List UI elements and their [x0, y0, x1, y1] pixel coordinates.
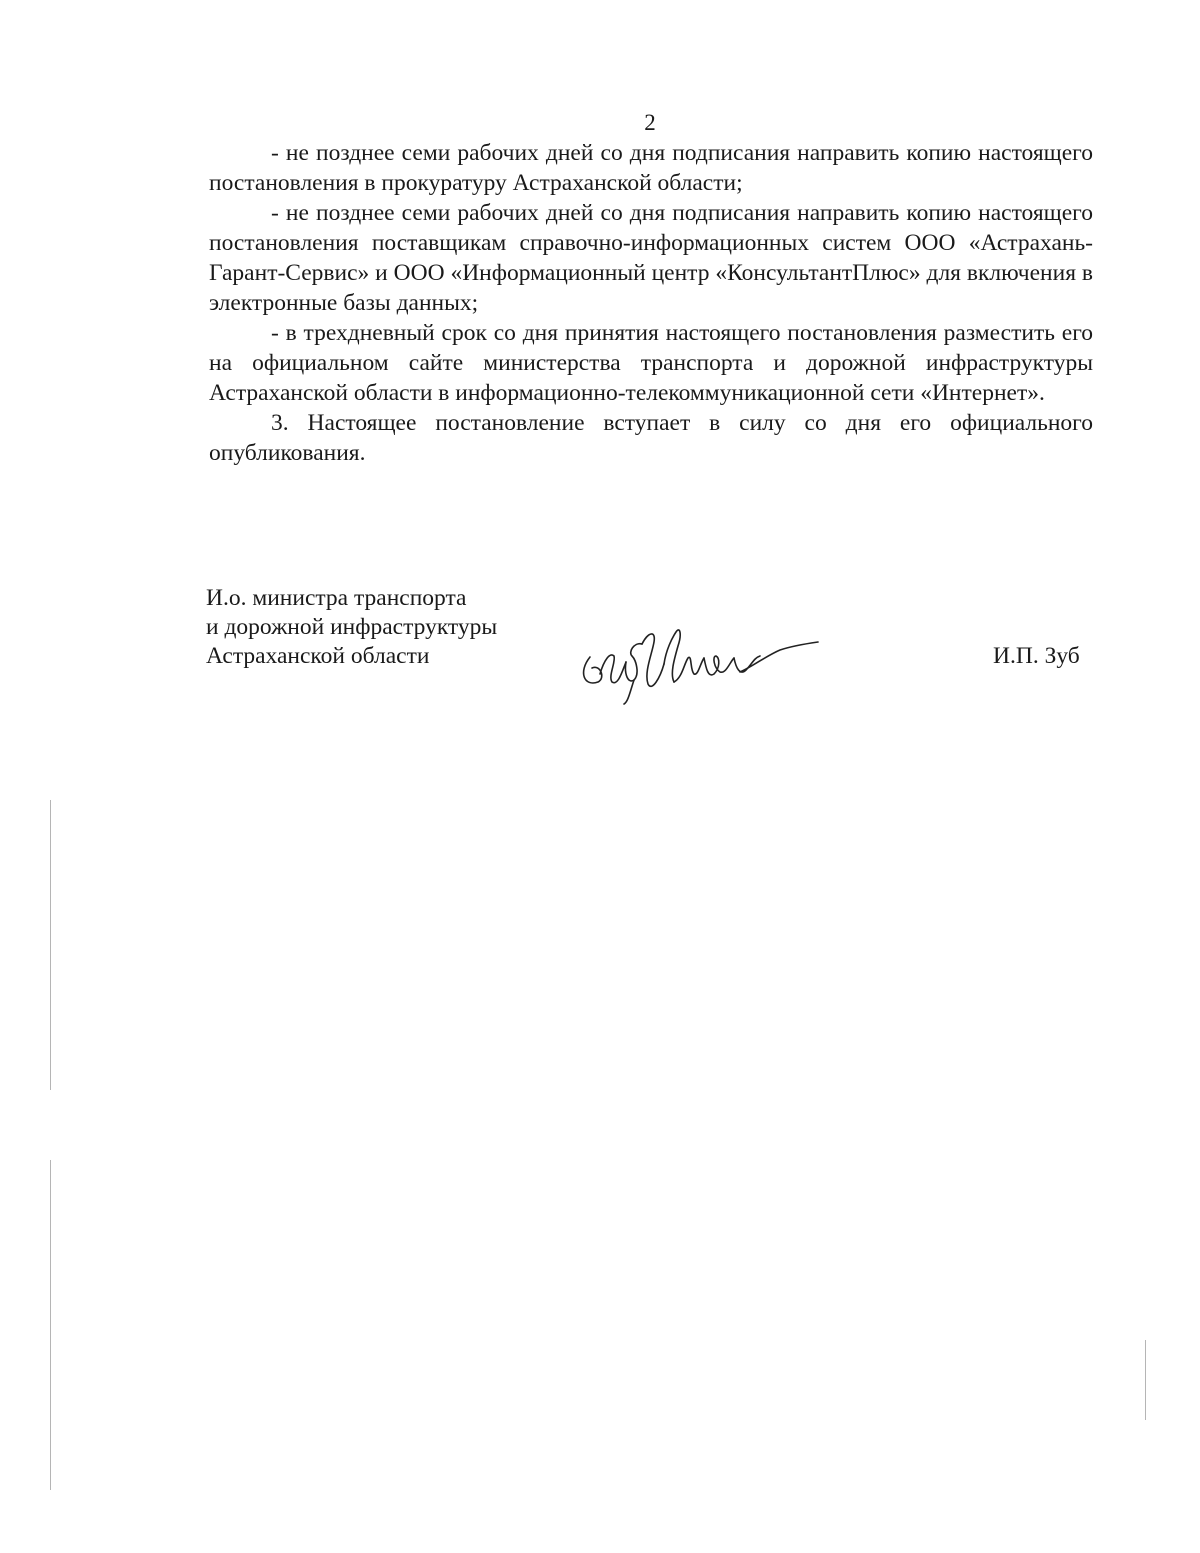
signer-position-line: и дорожной инфраструктуры	[206, 614, 498, 640]
signer-name: И.П. Зуб	[993, 643, 1080, 669]
paragraph-publish-online: - в трехдневный срок со дня принятия настоящего постановления разместить его на официальном сайте министерства транспорта и дорожной инфраструктуры Астраханской области в информационно-телекоммуникационной сети «Интернет».	[209, 320, 1093, 406]
paragraph-send-to-prosecutor: - не позднее семи рабочих дней со дня подписания направить копию настоящего постановления в прокуратуру Астраханской области;	[209, 140, 1093, 196]
signer-position-line: Астраханской области	[206, 643, 430, 669]
signer-position-line: И.о. министра транспорта	[206, 585, 467, 611]
signer-position	[206, 584, 497, 671]
scan-edge-mark	[1145, 1340, 1146, 1420]
paragraph-effective-date: 3. Настоящее постановление вступает в силу со дня его официального опубликования.	[209, 410, 1093, 466]
document-body	[209, 138, 1093, 468]
page-number: 2	[644, 110, 656, 135]
paragraph-send-to-providers: - не позднее семи рабочих дней со дня подписания направить копию настоящего постановления поставщикам справочно-информационных систем ООО «Астрахань-Гарант-Сервис» и ООО «Информационный центр «КонсультантПлюс» для включения в электронные базы данных;	[209, 200, 1093, 316]
scan-edge-mark	[50, 800, 51, 1090]
handwritten-signature	[570, 612, 820, 707]
scan-edge-mark	[50, 1160, 51, 1490]
